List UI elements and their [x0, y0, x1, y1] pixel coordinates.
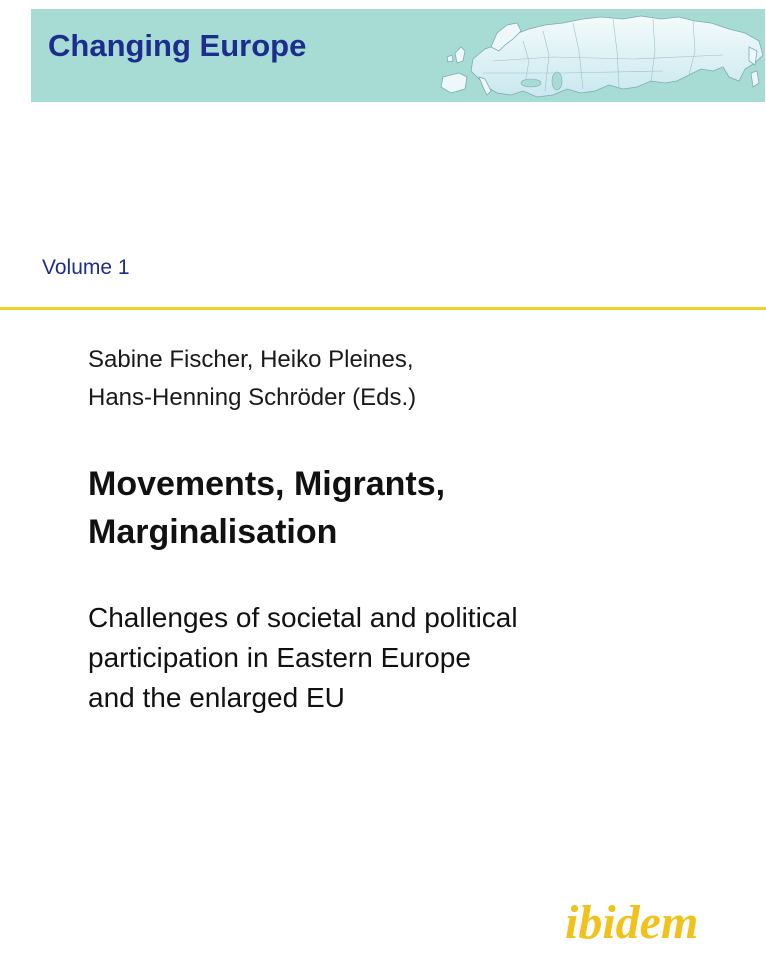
editors	[88, 341, 416, 417]
book-title	[88, 460, 445, 556]
series-banner	[31, 9, 765, 102]
title-line: Movements, Migrants,	[88, 465, 446, 503]
subtitle-line: participation in Eastern Europe	[88, 642, 471, 673]
title-line: Marginalisation	[88, 513, 338, 551]
publisher-logo: ibidem	[565, 896, 699, 949]
book-subtitle	[88, 598, 518, 718]
subtitle-line: Challenges of societal and political	[88, 602, 518, 633]
europe-map-icon	[433, 11, 765, 102]
editors-line: Sabine Fischer, Heiko Pleines,	[88, 346, 414, 373]
series-title: Changing Europe	[48, 28, 307, 63]
subtitle-line: and the enlarged EU	[88, 682, 345, 713]
editors-line: Hans-Henning Schröder (Eds.)	[88, 384, 417, 411]
volume-label: Volume 1	[42, 256, 130, 279]
divider-rule	[0, 307, 766, 310]
